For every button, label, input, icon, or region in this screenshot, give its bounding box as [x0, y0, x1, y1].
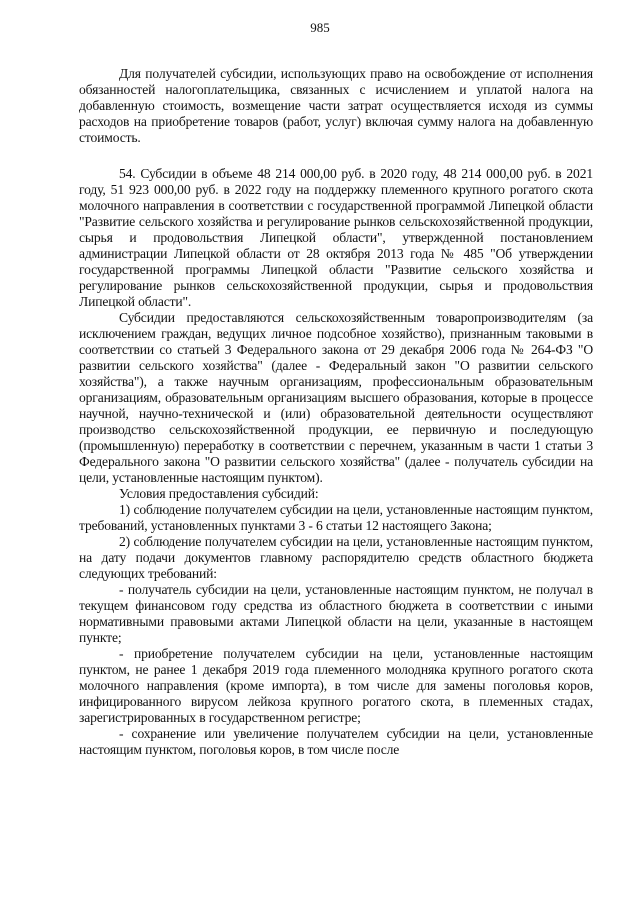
paragraph-condition-2: 2) соблюдение получателем субсидии на цели, установленные настоящим пунктом, на дату подачи документов главному распорядителю средств областного бюджета следующих требований:	[79, 534, 593, 581]
paragraph-vat-exemption: Для получателей субсидии, использующих право на освобождение от исполнения обязанностей налогоплательщика, связанных с исчислением и уплатой налога на добавленную стоимость, возмещение части затрат осуществляется исходя из суммы расходов на приобретение товаров (работ, услуг) включая сумму налога на добавленную стоимость.	[79, 66, 593, 145]
paragraph-requirement-no-other-funds: - получатель субсидии на цели, установленные настоящим пунктом, не получал в текущем финансовом году средства из областного бюджета в соответствии с иными нормативными правовыми актами Липецкой области на цели, указанные в настоящем пункте;	[79, 582, 593, 645]
document-body	[79, 66, 593, 758]
page-number: 985	[310, 20, 330, 35]
paragraph-requirement-livestock: - сохранение или увеличение получателем субсидии на цели, установленные настоящим пунктом, поголовья коров, в том числе после	[79, 726, 593, 757]
paragraph-condition-1: 1) соблюдение получателем субсидии на цели, установленные настоящим пунктом, требований, установленных пунктами 3 - 6 статьи 12 настоящего Закона;	[79, 502, 593, 533]
paragraph-conditions-heading: Условия предоставления субсидий:	[119, 486, 319, 501]
paragraph-recipients: Субсидии предоставляются сельскохозяйственным товаропроизводителям (за исключением граждан, ведущих личное подсобное хозяйство), признанным таковыми в соответствии со статьей 3 Федерального закона от 29 декабря 2006 года № 264-ФЗ "О развитии сельского хозяйства" (далее - Федеральный закон "О развитии сельского хозяйства"), а также научным организациям, профессиональным образовательным организациям, образовательным организациям высшего образования, которые в процессе научной, научно-технической и (или) образовательной деятельности осуществляют производство сельскохозяйственной продукции, ее первичную и последующую (промышленную) переработку в соответствии с перечнем, указанным в части 1 статьи 3 Федерального закона "О развитии сельского хозяйства" (далее - получатель субсидии на цели, установленные настоящим пунктом).	[79, 310, 593, 485]
paragraph-requirement-purchase: - приобретение получателем субсидии на цели, установленные настоящим пунктом, не ранее 1 декабря 2019 года племенного молодняка крупного рогатого скота молочного направления (кроме импорта), в том числе для замены поголовья коров, инфицированного вирусом лейкоза крупного рогатого скота, в племенных стадах, зарегистрированных в государственном регистре;	[79, 646, 593, 725]
paragraph-item-54: 54. Субсидии в объеме 48 214 000,00 руб. в 2020 году, 48 214 000,00 руб. в 2021 году, 51 923 000,00 руб. в 2022 году на поддержку племенного крупного рогатого скота молочного направления в соответствии с государственной программой Липецкой области "Развитие сельского хозяйства и регулирование рынков сельскохозяйственной продукции, сырья и продовольствия Липецкой области", утвержденной постановлением администрации Липецкой области от 28 октября 2013 года № 485 "Об утверждении государственной программы Липецкой области "Развитие сельского хозяйства и регулирование рынков сельскохозяйственной продукции, сырья и продовольствия Липецкой области".	[79, 166, 593, 309]
